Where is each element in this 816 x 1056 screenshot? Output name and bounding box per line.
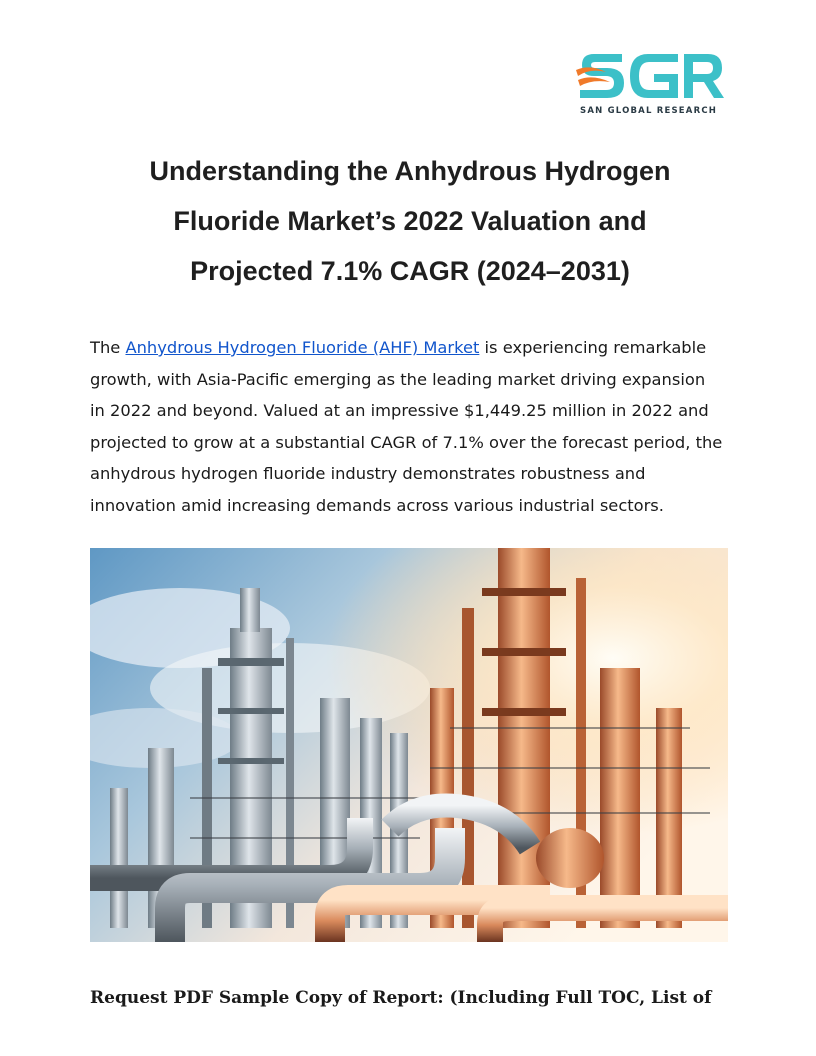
intro-line-2: growth, with Asia-Pacific emerging as the leading market driving expansion (90, 369, 706, 389)
intro-prefix: The (90, 338, 126, 357)
industrial-plant-photo (90, 548, 728, 942)
logo-tagline: SAN GLOBAL RESEARCH (580, 106, 718, 116)
intro-line-3: in 2022 and beyond. Valued at an impressive $1,449.25 million in 2022 and (90, 401, 709, 420)
intro-line-4: projected to grow at a substantial CAGR of 7.1% over the forecast period, the (90, 432, 723, 452)
intro-line-6: innovation amid increasing demands across various industrial sectors. (90, 495, 664, 515)
title-line-2: Fluoride Market’s 2022 Valuation and (173, 206, 647, 236)
intro-line-5: anhydrous hydrogen fluoride industry demonstrates robustness and (90, 464, 646, 483)
title-line-3: Projected 7.1% CAGR (2024–2031) (190, 256, 630, 286)
sgr-logo (576, 46, 726, 118)
page-title (90, 146, 730, 296)
sgr-logo-icon (576, 46, 726, 102)
ahf-market-link[interactable]: Anhydrous Hydrogen Fluoride (AHF) Market (125, 338, 480, 357)
industrial-plant-photo-icon (90, 548, 728, 942)
intro-line-1 (90, 332, 730, 364)
intro-line-1-suffix: is experiencing remarkable (479, 338, 707, 357)
title-line-1: Understanding the Anhydrous Hydrogen (149, 156, 671, 186)
request-sample-heading: Request PDF Sample Copy of Report: (Including Full TOC, List of (90, 988, 712, 1008)
intro-paragraph (90, 332, 730, 521)
